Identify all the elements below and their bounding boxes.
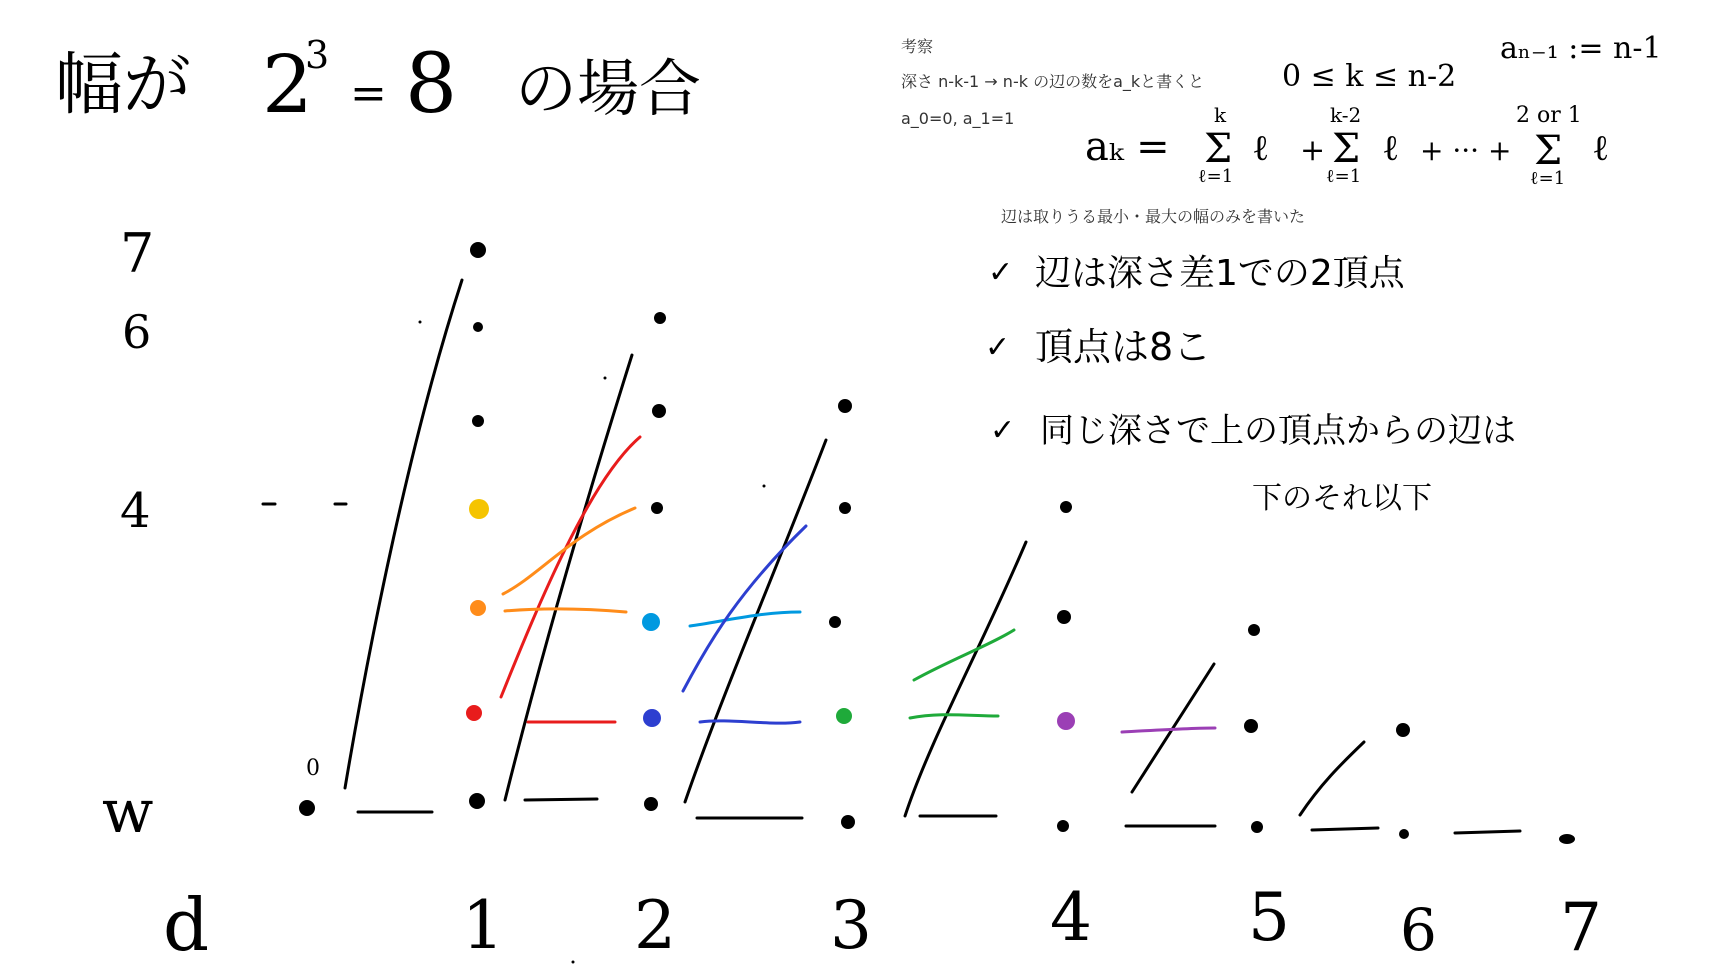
vertex [829, 616, 841, 628]
edge-light-blue [690, 612, 800, 626]
vertex-highlight [836, 708, 852, 724]
edge-blue [683, 526, 806, 691]
title-kanji-width: 幅が [55, 46, 192, 125]
origin-label: 0 [306, 756, 320, 781]
formula-dots: + ··· + [1420, 134, 1512, 167]
edge-purple [1122, 728, 1215, 732]
edge-orange [505, 609, 626, 612]
sum3-bottom: ℓ=1 [1530, 168, 1566, 189]
vertex [470, 242, 486, 258]
stray-dot [419, 321, 422, 324]
vertex [1559, 834, 1575, 844]
colored-edges [501, 437, 1215, 732]
x-tick-4: 4 [1050, 879, 1092, 956]
check-mark-2: ✓ [985, 330, 1011, 365]
sum1-term: ℓ [1252, 128, 1270, 169]
vertex [838, 399, 852, 413]
sum2-sigma: Σ [1332, 126, 1361, 172]
checklist-item-3-cont: 下のそれ以下 [1252, 481, 1432, 516]
vertex [1396, 723, 1410, 737]
vertex [841, 815, 855, 829]
x-tick-1: 1 [462, 887, 504, 964]
vertex [652, 404, 666, 418]
x-axis-label: d [163, 883, 210, 967]
edge-orange [503, 508, 635, 594]
checklist-item-1: 辺は深さ差1での2頂点 [1035, 253, 1405, 294]
formula-range: 0 ≤ k ≤ n-2 [1282, 59, 1457, 94]
edge [345, 280, 462, 788]
notes-heading: 考察 [901, 37, 934, 56]
notes-line2: a_0=0, a_1=1 [901, 109, 1015, 128]
black-edges [263, 280, 1520, 833]
vertex [839, 502, 851, 514]
edge [685, 440, 826, 802]
formula-lhs: aₖ = [1085, 124, 1170, 170]
title-base: 2 [262, 38, 313, 131]
vertex-highlight [470, 600, 486, 616]
formula [1085, 31, 1662, 189]
sum1-top: k [1214, 103, 1227, 127]
y-tick-4: 4 [120, 483, 151, 539]
sum2-top: k-2 [1330, 103, 1362, 127]
y-axis-label: w [102, 777, 154, 847]
title [55, 33, 701, 132]
x-tick-5: 5 [1248, 879, 1290, 956]
vertex [473, 322, 483, 332]
edge [1455, 831, 1520, 833]
vertex-highlight [469, 499, 489, 519]
vertex [469, 793, 485, 809]
vertex [299, 800, 315, 816]
check-mark-3: ✓ [990, 413, 1016, 448]
sum3-sigma: Σ [1534, 128, 1563, 174]
sum1-bottom: ℓ=1 [1198, 166, 1234, 187]
x-tick-3: 3 [830, 887, 872, 964]
notes-caption: 辺は取りうる最小・最大の幅のみを書いた [1001, 207, 1306, 226]
stray-dot [763, 485, 766, 488]
edge [1312, 828, 1378, 830]
formula-a-last: aₙ₋₁ := n-1 [1500, 31, 1662, 66]
sum2-bottom: ℓ=1 [1326, 166, 1362, 187]
vertex [644, 797, 658, 811]
check-mark-1: ✓ [988, 255, 1014, 290]
x-tick-2: 2 [634, 887, 676, 964]
edge [525, 799, 597, 800]
y-tick-6: 6 [122, 305, 152, 359]
edge [905, 542, 1026, 816]
vertex [1057, 610, 1071, 624]
vertex [1251, 821, 1263, 833]
x-tick-6: 6 [1400, 896, 1437, 964]
stray-dot [572, 961, 575, 964]
vertex [651, 502, 663, 514]
vertex-highlight [642, 613, 660, 631]
title-suffix: の場合 [515, 52, 702, 125]
checklist-item-3: 同じ深さで上の頂点からの辺は [1040, 411, 1516, 451]
vertex [1248, 624, 1260, 636]
vertices [299, 242, 1575, 844]
notes-line1: 深さ n-k-1 → n-k の辺の数をa_kと書くと [901, 72, 1205, 91]
vertex-highlight [1057, 712, 1075, 730]
vertex [1399, 829, 1409, 839]
edge [1300, 742, 1364, 815]
vertex-highlight [643, 709, 661, 727]
vertex [472, 415, 484, 427]
edge-red [501, 437, 640, 697]
sum1-sigma: Σ [1204, 126, 1233, 172]
stray-marks [419, 321, 766, 964]
vertex [1060, 501, 1072, 513]
sum3-term: ℓ [1592, 128, 1610, 169]
checklist-item-2: 頂点は8こ [1035, 325, 1212, 369]
edge-green [914, 630, 1014, 680]
vertex-highlight [466, 705, 482, 721]
formula-plus: + [1300, 133, 1326, 168]
sum3-top: 2 or 1 [1516, 103, 1582, 128]
x-tick-7: 7 [1560, 889, 1602, 966]
vertex [1244, 719, 1258, 733]
edge [505, 355, 632, 800]
title-equals: = [350, 68, 387, 119]
checklist [985, 253, 1516, 516]
vertex [1057, 820, 1069, 832]
title-value: 8 [405, 37, 458, 132]
title-exponent: 3 [305, 33, 330, 77]
axes [102, 222, 1602, 967]
y-tick-7: 7 [120, 222, 155, 285]
stray-dot [604, 377, 607, 380]
sum2-term: ℓ [1382, 128, 1400, 169]
vertex [654, 312, 666, 324]
edge-green [910, 715, 998, 718]
